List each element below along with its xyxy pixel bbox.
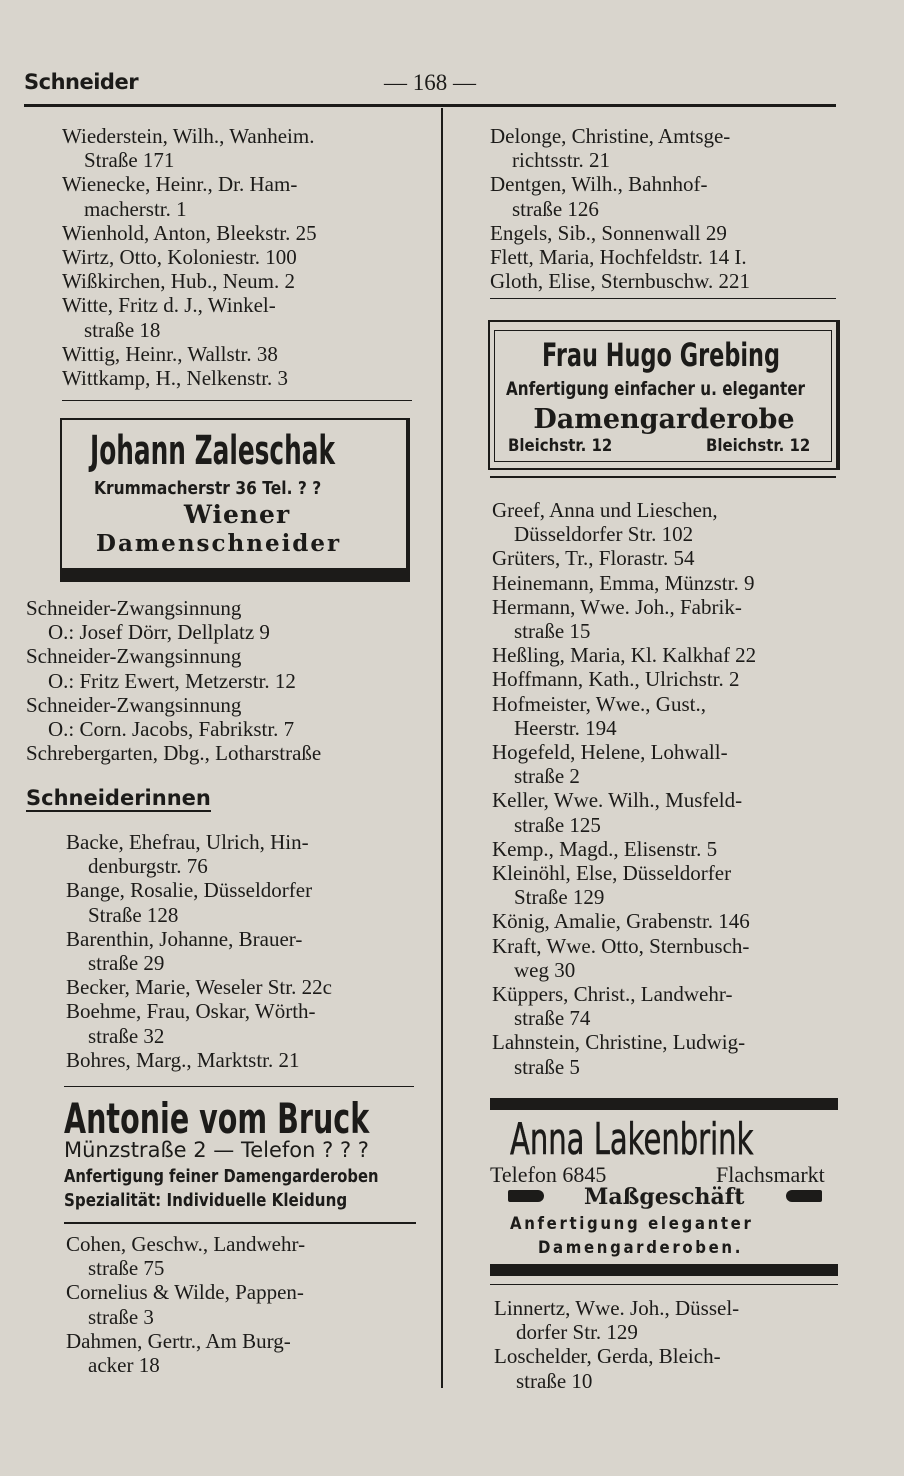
directory-entry <box>26 644 426 692</box>
ad-grebing <box>488 320 840 470</box>
directory-entry <box>492 982 842 1030</box>
entry-line: Dahmen, Gertr., Am Burg- <box>66 1328 291 1353</box>
directory-entry <box>490 245 840 269</box>
divider-rule <box>490 298 836 299</box>
directory-entry <box>490 221 840 245</box>
directory-entry <box>62 293 422 341</box>
entry-continuation: straße 5 <box>514 1054 580 1079</box>
entry-line: Hermann, Wwe. Joh., Fabrik- <box>492 594 742 619</box>
directory-entry <box>494 1296 844 1344</box>
entry-continuation: straße 2 <box>514 764 580 789</box>
page-number: — 168 — <box>384 70 476 95</box>
ad-bruck <box>64 1094 424 1222</box>
directory-entry <box>66 830 416 878</box>
ad-bruck-line2: Spezialität: Individuelle Kleidung <box>64 1190 348 1211</box>
entry-continuation: Straße 129 <box>514 885 605 910</box>
ad-zaleschak-line1: Wiener <box>183 500 291 529</box>
entry-line: Cornelius & Wilde, Pappen- <box>66 1280 304 1305</box>
directory-entry <box>490 124 840 172</box>
entry-line: Heßling, Maria, Kl. Kalkhaf 22 <box>492 643 757 668</box>
entry-line: Dentgen, Wilh., Bahnhof- <box>490 172 708 197</box>
directory-entry <box>66 927 416 975</box>
directory-entry <box>26 596 426 644</box>
entry-continuation: O.: Corn. Jacobs, Fabrikstr. 7 <box>48 717 295 742</box>
entry-line: Kemp., Magd., Elisenstr. 5 <box>492 836 718 861</box>
entry-continuation: straße 75 <box>88 1256 165 1281</box>
entry-line: Wienecke, Heinr., Dr. Ham- <box>62 172 298 197</box>
directory-entry <box>492 643 842 667</box>
entry-continuation: Düsseldorfer Str. 102 <box>514 522 694 547</box>
ad-lakenbrink-line1: Anfertigung eleganter <box>510 1214 754 1234</box>
ad-zaleschak <box>60 418 410 582</box>
right-entries-2 <box>492 498 842 1079</box>
ad-lakenbrink-name: Anna Lakenbrink <box>510 1114 754 1165</box>
entry-line: Lahnstein, Christine, Ludwig- <box>492 1030 746 1055</box>
directory-entry <box>66 1048 416 1072</box>
column-divider <box>441 108 443 1388</box>
pointing-hand-left-icon <box>508 1190 544 1202</box>
directory-entry <box>492 861 842 909</box>
directory-entry <box>492 546 842 570</box>
entry-line: Linnertz, Wwe. Joh., Düssel- <box>494 1296 740 1320</box>
entry-line: Becker, Marie, Weseler Str. 22c <box>66 975 332 1000</box>
directory-entry <box>66 975 416 999</box>
entry-continuation: Straße 128 <box>88 902 179 927</box>
entry-continuation: dorfer Str. 129 <box>516 1320 638 1345</box>
directory-entry <box>62 269 422 293</box>
directory-entry <box>26 741 426 765</box>
directory-entry <box>494 1344 844 1392</box>
directory-entry <box>66 1280 416 1328</box>
entry-continuation: denburgstr. 76 <box>88 854 208 879</box>
right-entries-1 <box>490 124 840 293</box>
entry-continuation: richtsstr. 21 <box>512 148 610 173</box>
entry-continuation: O.: Fritz Ewert, Metzerstr. 12 <box>48 668 296 693</box>
entry-line: Bange, Rosalie, Düsseldorfer <box>66 878 313 903</box>
entry-line: Engels, Sib., Sonnenwall 29 <box>490 220 727 245</box>
entry-line: Hofmeister, Wwe., Gust., <box>492 691 706 716</box>
directory-entry <box>492 934 842 982</box>
entry-line: Gloth, Elise, Sternbuschw. 221 <box>490 269 750 294</box>
entry-continuation: straße 125 <box>514 812 601 837</box>
entry-continuation: straße 10 <box>516 1368 593 1393</box>
directory-entry <box>492 837 842 861</box>
entry-line: Wiederstein, Wilh., Wanheim. <box>62 124 315 148</box>
entry-line: Kraft, Wwe. Otto, Sternbusch- <box>492 933 750 958</box>
directory-entry <box>490 172 840 220</box>
header-rule <box>24 104 836 107</box>
entry-line: Wittkamp, H., Nelkenstr. 3 <box>62 366 289 391</box>
directory-entry <box>62 366 422 390</box>
ad-lakenbrink-line2: Damengarderoben. <box>538 1238 744 1258</box>
entry-line: Schneider-Zwangsinnung <box>26 644 242 669</box>
right-entries-3 <box>494 1296 844 1393</box>
ad-grebing-name: Frau Hugo Grebing <box>542 336 781 374</box>
divider-rule <box>490 476 836 478</box>
divider-rule <box>64 1086 414 1087</box>
directory-entry <box>62 342 422 366</box>
entry-line: Wittig, Heinr., Wallstr. 38 <box>62 341 278 366</box>
section-title: Schneiderinnen <box>26 786 211 810</box>
entry-line: Wißkirchen, Hub., Neum. 2 <box>62 269 296 294</box>
entry-continuation: straße 3 <box>88 1304 154 1329</box>
ad-lakenbrink-bottom-bar <box>490 1264 838 1276</box>
ad-lakenbrink-shop: Maßgeschäft <box>584 1184 745 1210</box>
entry-continuation: straße 15 <box>514 619 591 644</box>
entry-line: Schrebergarten, Dbg., Lotharstraße <box>26 741 322 766</box>
directory-entry <box>66 878 416 926</box>
directory-entry <box>62 221 422 245</box>
entry-line: Flett, Maria, Hochfeldstr. 14 I. <box>490 245 747 270</box>
ad-zaleschak-name: Johann Zaleschak <box>90 428 335 474</box>
entry-continuation: O.: Josef Dörr, Dellplatz 9 <box>48 620 270 645</box>
entry-continuation: Straße 171 <box>84 148 175 173</box>
left-entries-1 <box>62 124 422 390</box>
ad-bruck-name: Antonie vom Bruck <box>64 1094 370 1143</box>
directory-entry <box>492 595 842 643</box>
entry-line: Wirtz, Otto, Koloniestr. 100 <box>62 245 297 270</box>
entry-line: Boehme, Frau, Oskar, Wörth- <box>66 999 316 1024</box>
directory-entry <box>66 1329 416 1377</box>
entry-continuation: straße 74 <box>514 1006 591 1031</box>
ad-zaleschak-address: Krummacherstr 36 Tel. ? ? <box>94 478 322 499</box>
ad-zaleschak-line2: Damenschneider <box>96 530 342 557</box>
entry-line: Delonge, Christine, Amtsge- <box>490 124 731 148</box>
entry-continuation: straße 126 <box>512 196 599 221</box>
left-entries-2 <box>26 596 426 765</box>
divider-rule <box>490 1284 838 1285</box>
entry-line: Wienhold, Anton, Bleekstr. 25 <box>62 220 317 245</box>
directory-entry <box>62 172 422 220</box>
directory-entry <box>62 124 422 172</box>
entry-line: Kleinöhl, Else, Düsseldorfer <box>492 861 732 886</box>
running-head: Schneider <box>24 70 139 94</box>
entry-line: Cohen, Geschw., Landwehr- <box>66 1232 306 1256</box>
entry-line: Barenthin, Johanne, Brauer- <box>66 926 303 951</box>
entry-continuation: acker 18 <box>88 1353 160 1378</box>
directory-entry <box>492 740 842 788</box>
entry-line: Heinemann, Emma, Münzstr. 9 <box>492 570 755 595</box>
ad-lakenbrink-street: Flachsmarkt <box>716 1162 825 1187</box>
entry-continuation: Heerstr. 194 <box>514 715 617 740</box>
entry-line: Greef, Anna und Lieschen, <box>492 498 718 522</box>
left-entries-3 <box>66 830 416 1072</box>
entry-line: König, Amalie, Grabenstr. 146 <box>492 909 750 934</box>
entry-continuation: weg 30 <box>514 957 576 982</box>
ad-grebing-line2: Damengarderobe <box>533 404 795 435</box>
entry-line: Schneider-Zwangsinnung <box>26 692 242 717</box>
ad-lakenbrink <box>490 1114 842 1264</box>
directory-entry <box>492 571 842 595</box>
entry-continuation: straße 29 <box>88 951 165 976</box>
directory-entry <box>492 692 842 740</box>
directory-entry <box>26 693 426 741</box>
ad-lakenbrink-phone: Telefon 6845 <box>490 1162 607 1187</box>
entry-line: Hogefeld, Helene, Lohwall- <box>492 740 728 765</box>
ad-lakenbrink-top-bar <box>490 1098 838 1110</box>
entry-continuation: macherstr. 1 <box>84 196 187 221</box>
entry-continuation: straße 32 <box>88 1023 165 1048</box>
entry-line: Keller, Wwe. Wilh., Musfeld- <box>492 788 743 813</box>
directory-entry <box>492 667 842 691</box>
pointing-hand-right-icon <box>786 1190 822 1202</box>
directory-entry <box>492 1030 842 1078</box>
entry-continuation: straße 18 <box>84 317 161 342</box>
divider-rule <box>64 1222 416 1224</box>
entry-line: Hoffmann, Kath., Ulrichstr. 2 <box>492 667 740 692</box>
ad-bruck-line1: Anfertigung feiner Damengarderoben <box>64 1166 379 1187</box>
divider-rule <box>62 400 412 401</box>
entry-line: Küppers, Christ., Landwehr- <box>492 982 733 1007</box>
entry-line: Bohres, Marg., Marktstr. 21 <box>66 1047 300 1072</box>
directory-entry <box>62 245 422 269</box>
directory-entry <box>490 269 840 293</box>
entry-line: Witte, Fritz d. J., Winkel- <box>62 293 276 318</box>
entry-line: Loschelder, Gerda, Bleich- <box>494 1344 721 1369</box>
entry-line: Backe, Ehefrau, Ulrich, Hin- <box>66 830 309 854</box>
directory-entry <box>66 1232 416 1280</box>
directory-entry <box>66 999 416 1047</box>
ad-bruck-contact: Münzstraße 2 — Telefon ? ? ? <box>64 1138 369 1162</box>
directory-entry <box>492 788 842 836</box>
directory-entry <box>492 909 842 933</box>
ad-grebing-address-right: Bleichstr. 12 <box>706 436 811 456</box>
left-entries-4 <box>66 1232 416 1377</box>
ad-grebing-line1: Anfertigung einfacher u. eleganter <box>506 378 806 400</box>
entry-line: Grüters, Tr., Florastr. 54 <box>492 546 695 571</box>
directory-entry <box>492 498 842 546</box>
entry-line: Schneider-Zwangsinnung <box>26 596 242 620</box>
ad-grebing-address-left: Bleichstr. 12 <box>508 436 613 456</box>
